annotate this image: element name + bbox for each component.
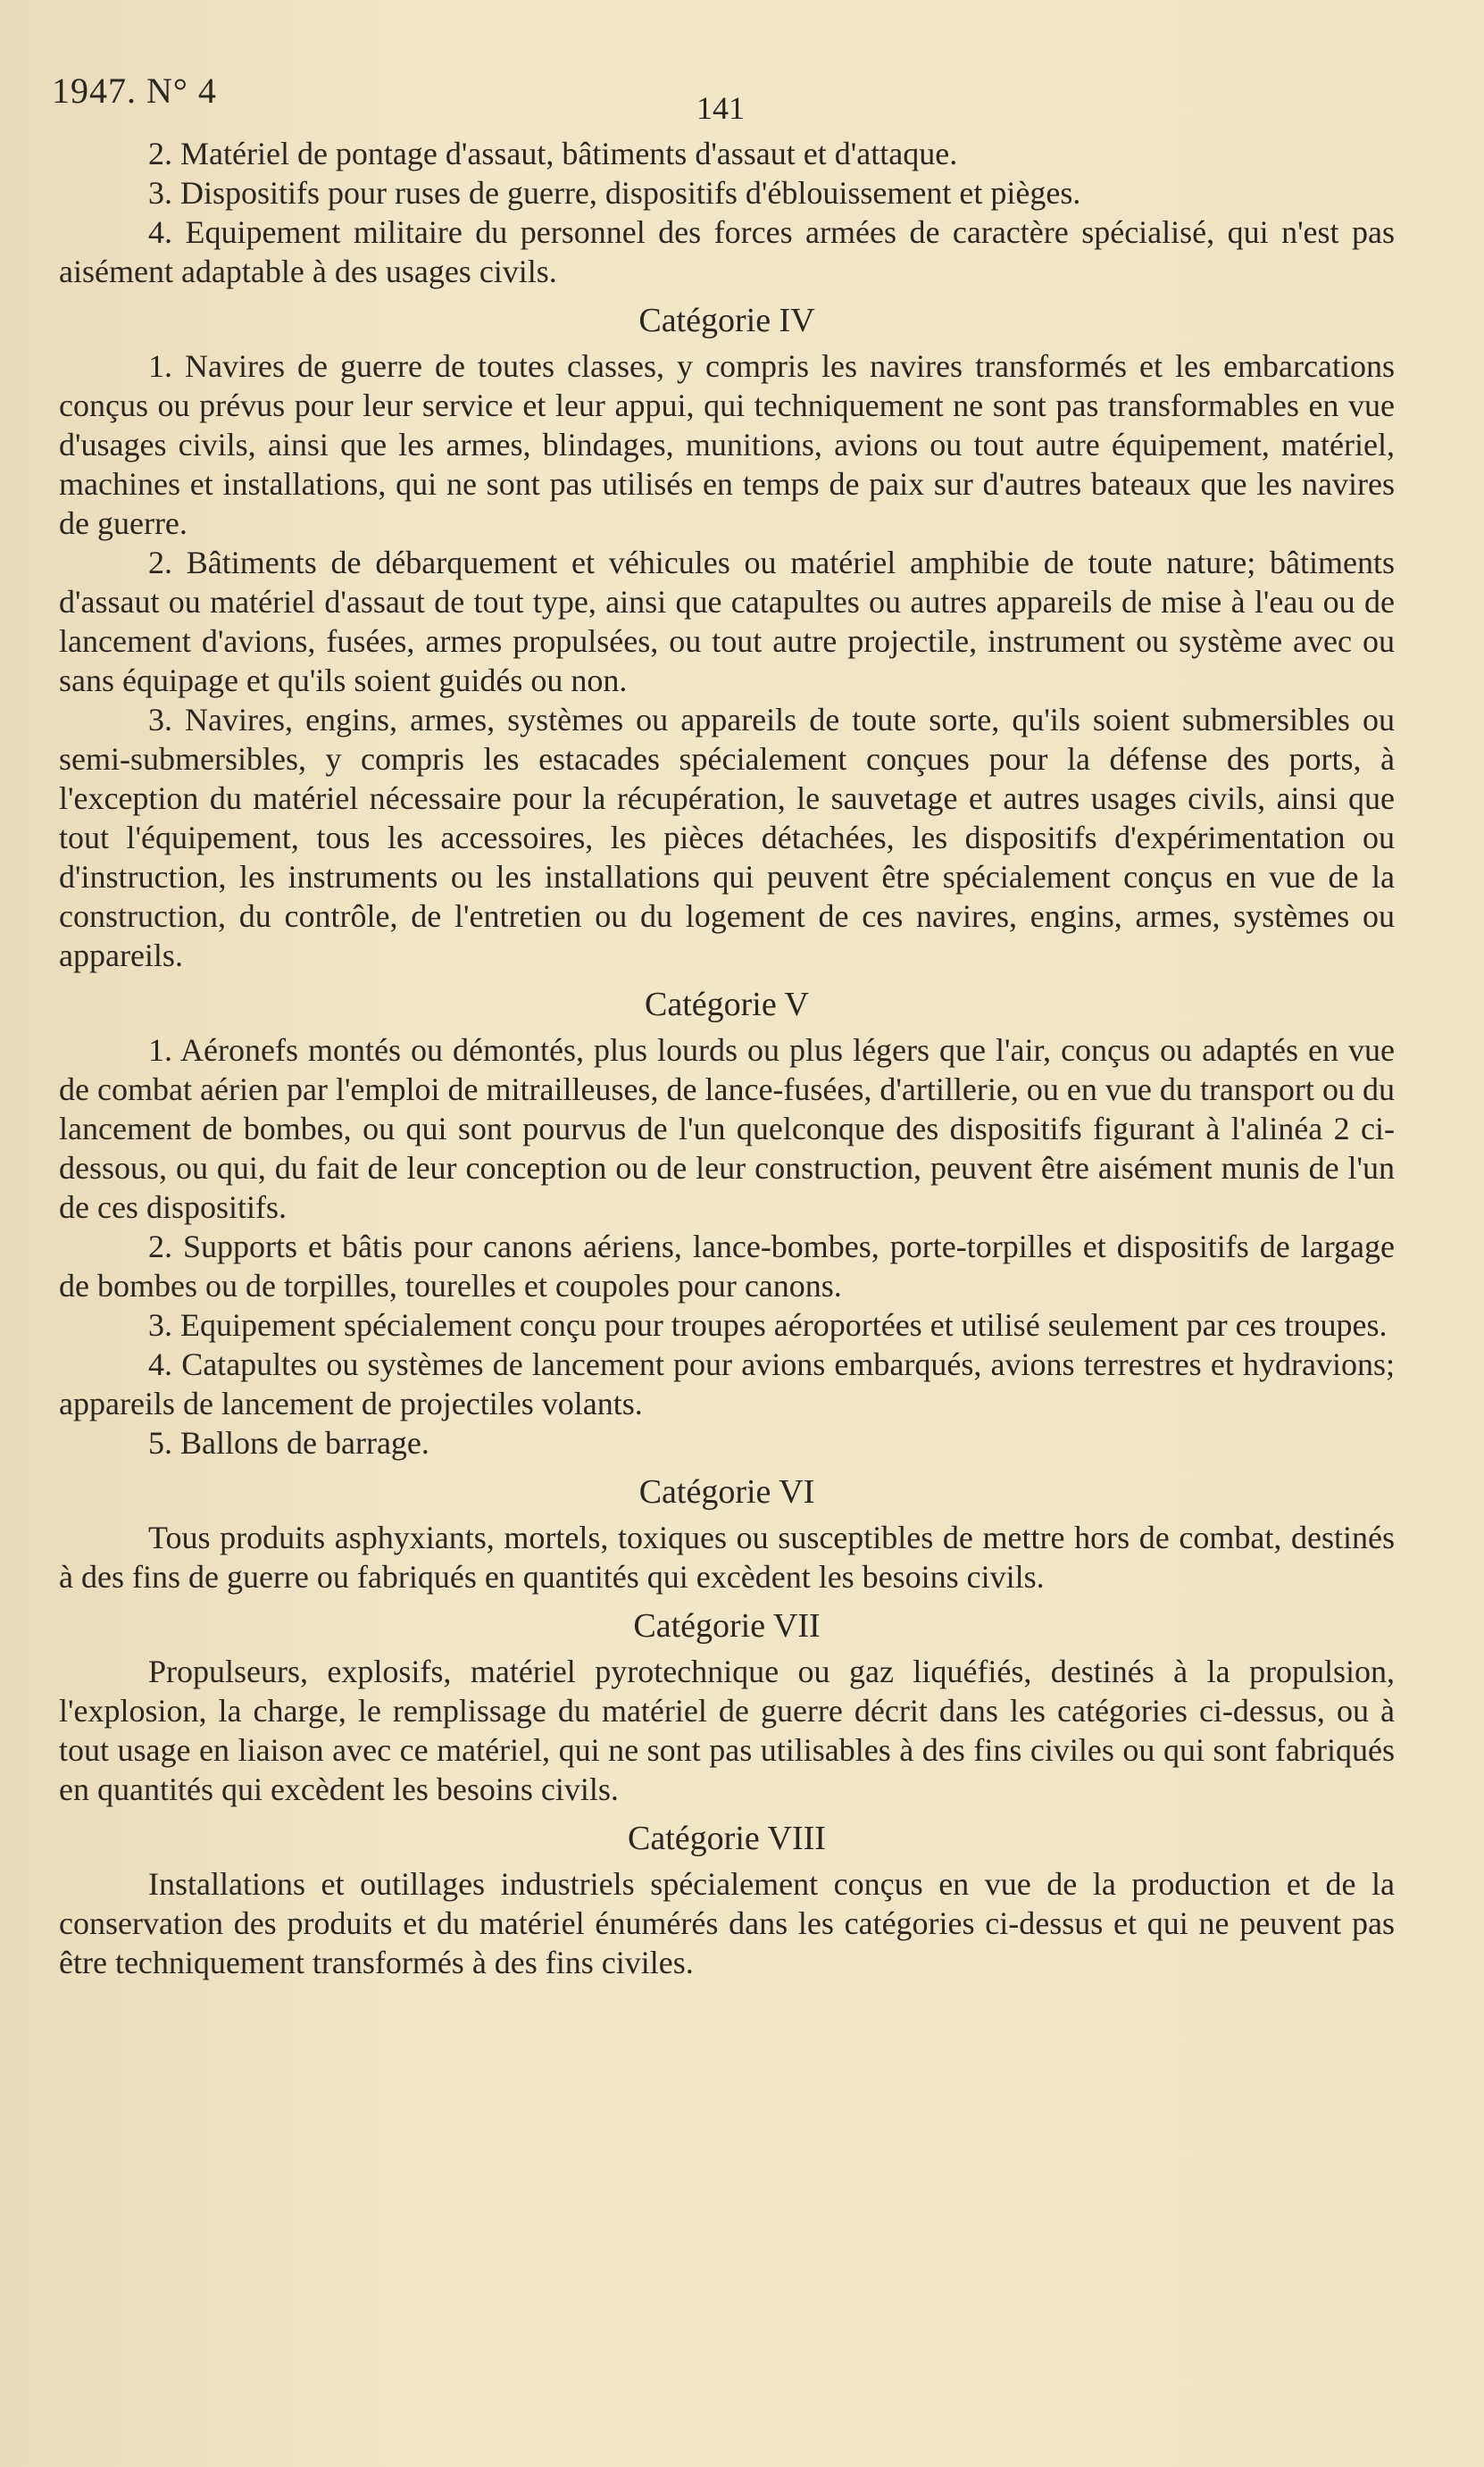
category-heading: Catégorie V	[645, 986, 809, 1023]
paragraph: 2. Matériel de pontage d'assaut, bâtiments d'assaut et d'attaque.	[148, 136, 958, 171]
paragraph: 1. Aéronefs montés ou démontés, plus lourds ou plus légers que l'air, conçus ou adaptés en vue de combat aérien par l'emploi de mitrailleuses, de lance-fusées, d'artillerie, ou en vue du transport ou du lancement de bombes, ou qui sont pourvus de l'un quelconque des dispositifs figurant à l'alinéa 2 ci-dessous, ou qui, du fait de leur conception ou de leur construction, peuvent être aisément munis de l'un de ces dispositifs.	[59, 1032, 1395, 1225]
category-heading: Catégorie VI	[638, 1473, 815, 1511]
paragraph: 1. Navires de guerre de toutes classes, y compris les navires transformés et les embarcations conçus ou prévus pour leur service et leur appui, qui techniquement ne sont pas transformables en vue d'usages civils, ainsi que les armes, blindages, munitions, avions ou tout autre équipement, matériel, machines et installations, qui ne sont pas utilisés en temps de paix sur d'autres bateaux que les navires de guerre.	[59, 348, 1395, 541]
paragraph: Installations et outillages industriels spécialement conçus en vue de la production et de la conservation des produits et du matériel énumérés dans les catégories ci-dessus et qui ne peuvent pas être techniquement transformés à des fins civiles.	[59, 1866, 1395, 1980]
category-viii	[59, 1816, 1395, 1982]
paragraph: 4. Equipement militaire du personnel des forces armées de caractère spécialisé, qui n'est pas aisément adaptable à des usages civils.	[59, 214, 1395, 289]
category-heading: Catégorie VII	[633, 1607, 821, 1645]
category-v	[59, 982, 1395, 1463]
paragraph: 2. Supports et bâtis pour canons aériens, lance-bombes, porte-torpilles et dispositifs de largage de bombes ou de torpilles, tourelles et coupoles pour canons.	[59, 1229, 1395, 1304]
category-heading: Catégorie VIII	[628, 1820, 826, 1857]
page-number: 141	[696, 90, 745, 126]
paragraph: 3. Dispositifs pour ruses de guerre, dispositifs d'éblouissement et pièges.	[148, 175, 1081, 211]
journal-reference: 1947. N° 4	[52, 71, 217, 111]
paragraph: 5. Ballons de barrage.	[148, 1425, 429, 1461]
paragraph: Propulseurs, explosifs, matériel pyrotechnique ou gaz liquéfiés, destinés à la propulsion, l'explosion, la charge, le remplissage du matériel de guerre décrit dans les catégories ci-dessus, ou à tout usage en liaison avec ce matériel, qui ne sont pas utilisables à des fins civiles ou qui sont fabriqués en quantités qui excèdent les besoins civils.	[59, 1654, 1395, 1807]
intro-block	[59, 134, 1395, 291]
category-vi	[59, 1470, 1395, 1596]
paragraph: 2. Bâtiments de débarquement et véhicules ou matériel amphibie de toute nature; bâtiments d'assaut ou matériel d'assaut de tout type, ainsi que catapultes ou autres appareils de mise à l'eau ou de lancement d'avions, fusées, armes propulsées, ou tout autre projectile, instrument ou système avec ou sans équipage et qu'ils soient guidés ou non.	[59, 545, 1395, 698]
category-vii	[59, 1604, 1395, 1809]
paragraph: 3. Equipement spécialement conçu pour troupes aéroportées et utilisé seulement par ces troupes.	[148, 1307, 1388, 1343]
paragraph: 3. Navires, engins, armes, systèmes ou appareils de toute sorte, qu'ils soient submersibles ou semi-submersibles, y compris les estacades spécialement conçues pour la défense des ports, à l'exception du matériel nécessaire pour la récupération, le sauvetage et autres usages civils, ainsi que tout l'équipement, tous les accessoires, les pièces détachées, les dispositifs d'expérimentation ou d'instruction, les instruments ou les installations qui peuvent être spécialement conçus en vue de la construction, du contrôle, de l'entretien ou du logement de ces navires, engins, armes, systèmes ou appareils.	[59, 702, 1395, 973]
page-content	[46, 134, 1395, 1982]
paragraph: 4. Catapultes ou systèmes de lancement pour avions embarqués, avions terrestres et hydravions; appareils de lancement de projectiles volants.	[59, 1346, 1395, 1421]
category-heading: Catégorie IV	[638, 302, 815, 339]
category-iv	[59, 298, 1395, 975]
page-header	[46, 63, 1395, 134]
paragraph: Tous produits asphyxiants, mortels, toxiques ou susceptibles de mettre hors de combat, destinés à des fins de guerre ou fabriqués en quantités qui excèdent les besoins civils.	[59, 1520, 1395, 1595]
